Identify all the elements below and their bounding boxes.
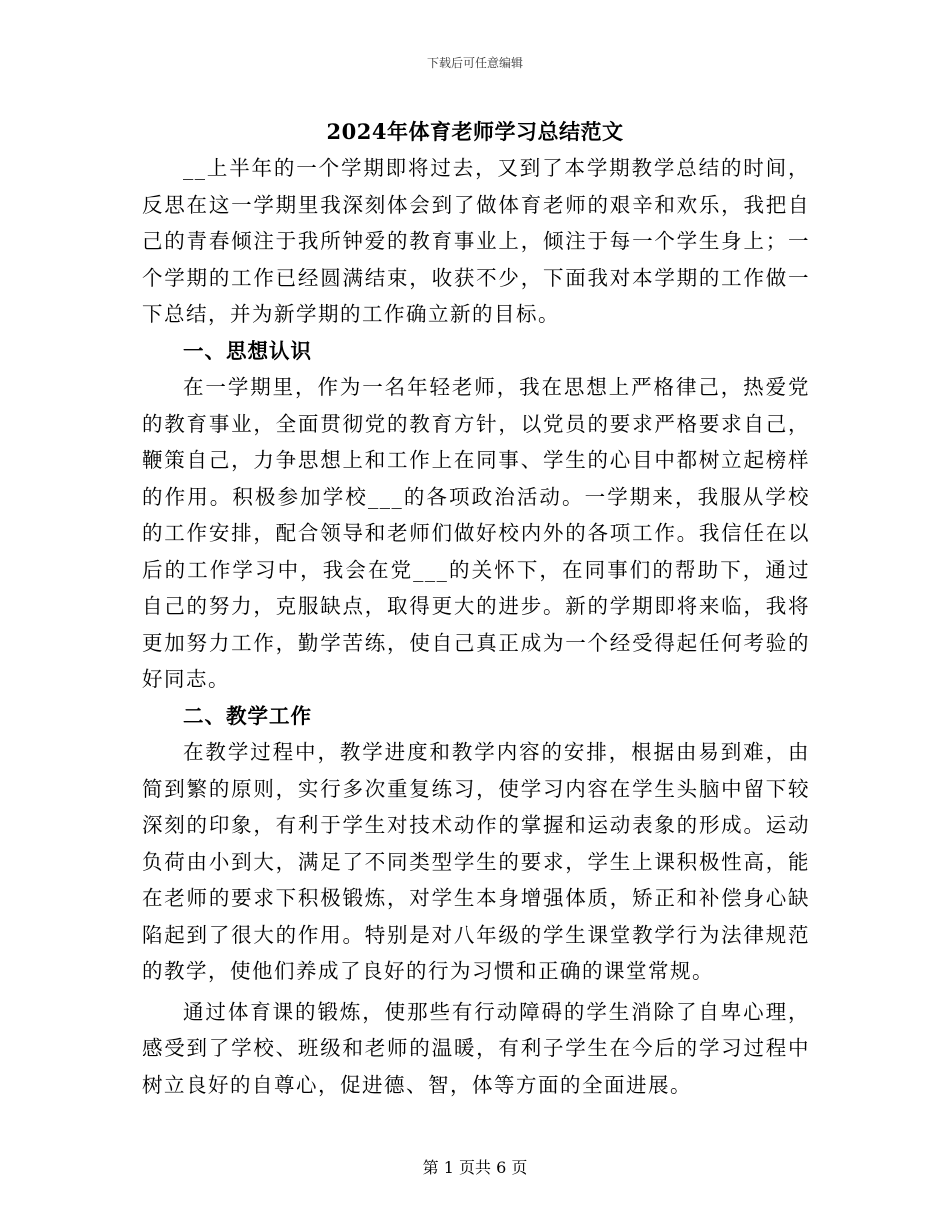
header-note: 下载后可任意编辑 <box>426 56 523 70</box>
document-title: 2024年体育老师学习总结范文 <box>326 119 624 144</box>
document-body <box>142 150 810 1103</box>
section-1-paragraph-1: 在一学期里，作为一名年轻老师，我在思想上严格律己，热爱党的教育事业，全面贯彻党的教育方针，以党员的要求严格要求自己，鞭策自己，力争思想上和工作上在同事、学生的心目中都树立起榜样的作用。积极参加学校___的各项政治活动。一学期来，我服从学校的工作安排，配合领导和老师们做好校内外的各项工作。我信任在以后的工作学习中，我会在党___的关怀下，在同事们的帮助下，通过自己的努力，克服缺点，取得更大的进步。新的学期即将来临，我将更加努力工作，勤学苦练，使自己真正成为一个经受得起任何考验的好同志。 <box>142 375 810 691</box>
section-heading-1: 一、思想认识 <box>183 338 312 363</box>
section-2-paragraph-1: 在教学过程中，教学进度和教学内容的安排，根据由易到难，由简到繁的原则，实行多次重复练习，使学习内容在学生头脑中留下较深刻的印象，有利于学生对技术动作的掌握和运动表象的形成。运动负荷由小到大，满足了不同类型学生的要求，学生上课积极性高，能在老师的要求下积极锻炼，对学生本身增强体质，矫正和补偿身心缺陷起到了很大的作用。特别是对八年级的学生课堂教学行为法律规范的教学，使他们养成了良好的行为习惯和正确的课堂常规。 <box>142 740 810 983</box>
intro-paragraph: __上半年的一个学期即将过去，又到了本学期教学总结的时间，反思在这一学期里我深刻体会到了做体育老师的艰辛和欢乐，我把自己的青春倾注于我所钟爱的教育事业上，倾注于每一个学生身上；一个学期的工作已经圆满结束，收获不少，下面我对本学期的工作做一下总结，并为新学期的工作确立新的目标。 <box>142 156 810 326</box>
page-footer: 第 1 页共 6 页 <box>422 1158 528 1177</box>
section-2-paragraph-2: 通过体育课的锻炼，使那些有行动障碍的学生消除了自卑心理，感受到了学校、班级和老师的温暖，有利子学生在今后的学习过程中树立良好的自尊心，促进德、智，体等方面的全面进展。 <box>142 999 810 1097</box>
section-heading-2: 二、教学工作 <box>183 703 312 728</box>
